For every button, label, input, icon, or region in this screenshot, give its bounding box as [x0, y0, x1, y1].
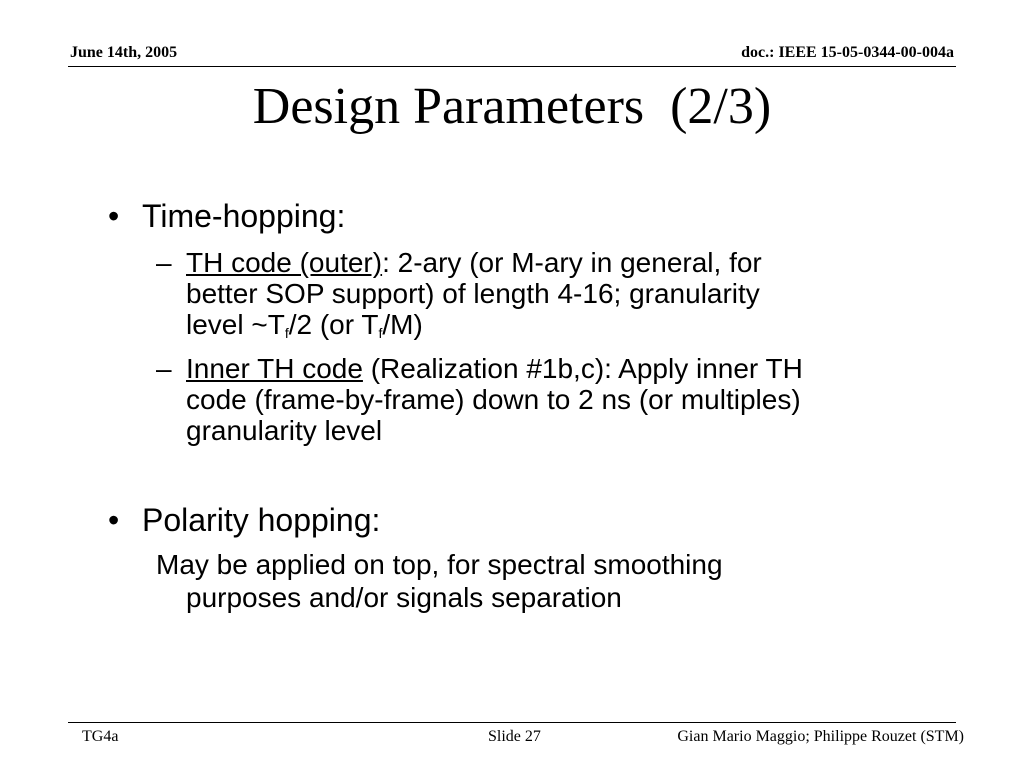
bullet-dot-icon: • [108, 502, 120, 538]
bullet-label: Time-hopping: [142, 198, 346, 234]
footer-left: TG4a [82, 728, 119, 745]
subitem-text [186, 247, 956, 340]
footer-authors: Gian Mario Maggio; Philippe Rouzet (STM) [677, 728, 964, 745]
footer-slide-number: Slide 27 [488, 728, 541, 745]
subitem-line3: granularity level [186, 415, 383, 446]
subitem-line2: code (frame-by-frame) down to 2 ns (or multiples) [186, 384, 801, 415]
subitem-line3a: level ~T [186, 309, 285, 340]
slide-title: Design Parameters (2/3) [252, 78, 772, 135]
subitem-line2: better SOP support) of length 4-16; granularity [186, 278, 760, 309]
header-date: June 14th, 2005 [70, 44, 178, 61]
bullet-polarity-hopping [108, 502, 380, 538]
header-divider [68, 66, 956, 67]
dash-icon: – [156, 247, 172, 278]
subitem-term: Inner TH code [186, 353, 363, 384]
subscript-f: f [284, 325, 289, 341]
paragraph-line1: May be applied on top, for spectral smoothing [156, 549, 723, 580]
subitem-line1: : 2-ary (or M-ary in general, for [382, 247, 762, 278]
polarity-paragraph [156, 548, 916, 614]
bullet-time-hopping [108, 198, 345, 234]
dash-icon: – [156, 353, 172, 384]
subitem-th-code-outer [156, 247, 956, 340]
subitem-term: TH code (outer) [186, 247, 383, 278]
subscript-f: f [378, 325, 383, 341]
subitem-line1: (Realization #1b,c): Apply inner TH [362, 353, 803, 384]
bullet-label: Polarity hopping: [142, 502, 381, 538]
subitem-line3c: /M) [382, 309, 423, 340]
subitem-text [186, 353, 956, 446]
header-doc-id: doc.: IEEE 15-05-0344-00-004a [741, 44, 954, 61]
subitem-line3b: /2 (or T [288, 309, 379, 340]
subitem-inner-th-code [156, 353, 956, 446]
footer-divider [68, 722, 956, 723]
paragraph-line2: purposes and/or signals separation [186, 582, 622, 613]
bullet-dot-icon: • [108, 198, 120, 234]
